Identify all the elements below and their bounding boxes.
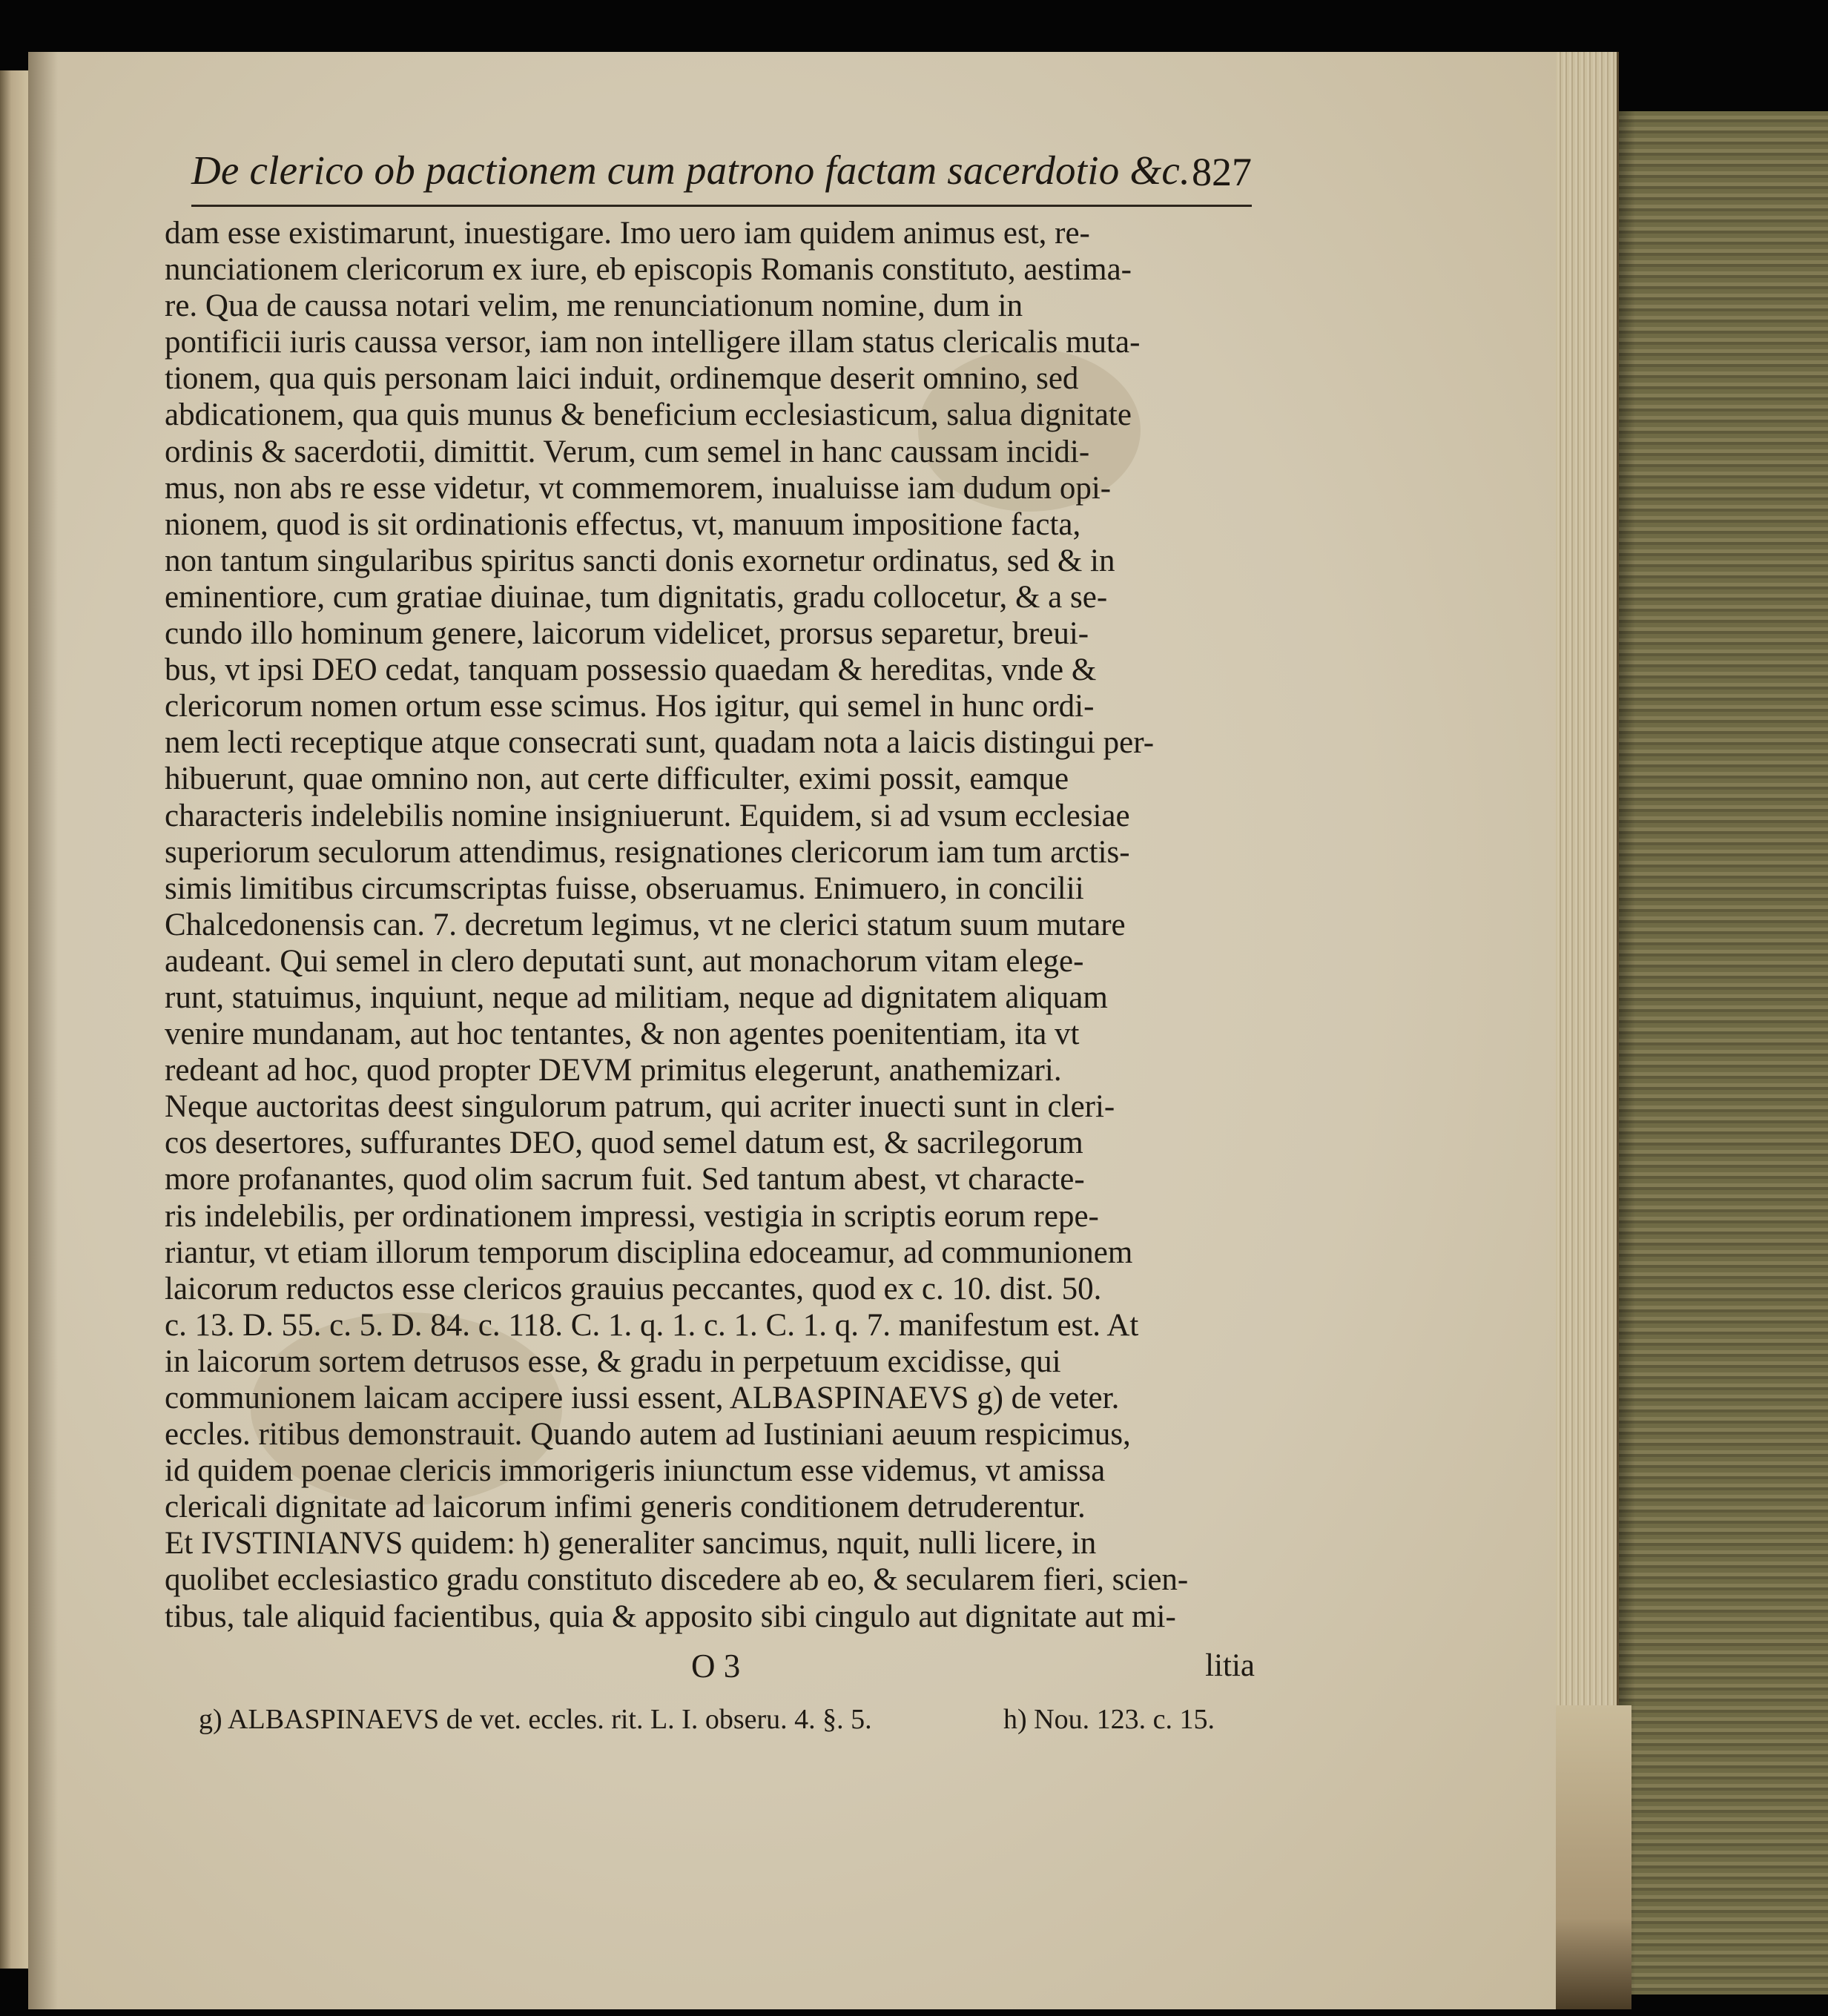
page-gutter-shadow: [28, 52, 58, 2009]
text-line: ordinis & sacerdotii, dimittit. Verum, cum semel in hanc caussam incidi-: [165, 434, 1090, 469]
text-line: simis limitibus circumscriptas fuisse, obseruamus. Enimuero, in concilii: [165, 870, 1084, 906]
text-line: superiorum seculorum attendimus, resignationes clericorum iam tum arctis-: [165, 834, 1130, 870]
text-line: cundo illo hominum genere, laicorum videlicet, prorsus separetur, breui-: [165, 616, 1089, 652]
page-header: [191, 145, 1252, 207]
text-line: dam esse existimarunt, inuestigare. Imo uero iam quidem animus est, re-: [165, 216, 1090, 251]
text-line: Chalcedonensis can. 7. decretum legimus, vt ne clerici statum suum mutare: [165, 907, 1126, 942]
text-line: quolibet ecclesiastico gradu constituto discedere ab eo, & secularem fieri, scien-: [165, 1562, 1189, 1598]
text-line: nionem, quod is sit ordinationis effectus, vt, manuum impositione facta,: [165, 506, 1081, 542]
running-head: De clerico ob pactionem cum patrono factam sacerdotio &c.: [191, 148, 1190, 193]
text-line: redeant ad hoc, quod propter DEVM primitus elegerunt, anathemizari.: [165, 1053, 1062, 1088]
text-line: eccles. ritibus demonstrauit. Quando autem ad Iustiniani aeuum respicimus,: [165, 1417, 1131, 1452]
text-line: mus, non abs re esse videtur, vt commemorem, inualuisse iam dudum opi-: [165, 470, 1112, 506]
text-line: venire mundanam, aut hoc tentantes, & non agentes poenitentiam, ita vt: [165, 1017, 1080, 1052]
text-line: communionem laicam accipere iussi essent, ALBASPINAEVS g) de veter.: [165, 1381, 1120, 1415]
text-line: nem lecti receptique atque consecrati sunt, quadam nota a laicis distingui per-: [165, 725, 1155, 761]
text-line: nunciationem clericorum ex iure, eb episcopis Romanis constituto, aestima-: [165, 252, 1132, 288]
text-line: c. 13. D. 55. c. 5. D. 84. c. 118. C. 1. q. 1. c. 1. C. 1. q. 7. manifestum est. At: [165, 1307, 1139, 1343]
page-foot: [165, 1647, 1255, 1685]
text-line: clericali dignitate ad laicorum infimi generis conditionem detruderentur.: [165, 1490, 1086, 1525]
previous-page-edge: [0, 70, 28, 1969]
catchword: litia: [1205, 1648, 1255, 1683]
footnote-g: g) ALBASPINAEVS de vet. eccles. rit. L. I. obseru. 4. §. 5.: [199, 1704, 872, 1735]
text-line: audeant. Qui semel in clero deputati sunt, aut monachorum vitam elege-: [165, 943, 1084, 979]
text-line: abdicationem, qua quis munus & beneficium ecclesiasticum, salua dignitate: [165, 397, 1132, 433]
text-line: runt, statuimus, inquiunt, neque ad militiam, neque ad dignitatem aliquam: [165, 979, 1108, 1015]
text-line: bus, vt ipsi DEO cedat, tanquam possessio quaedam & hereditas, vnde &: [165, 652, 1097, 688]
text-line: in laicorum sortem detrusos esse, & gradu in perpetuum excidisse, qui: [165, 1344, 1061, 1379]
text-line: hibuerunt, quae omnino non, aut certe difficulter, eximi possit, eamque: [165, 761, 1069, 797]
signature-mark: O 3: [691, 1647, 741, 1685]
text-line: pontificii iuris caussa versor, iam non intelligere illam status clericalis muta-: [165, 325, 1141, 360]
footnote-h: h) Nou. 123. c. 15.: [1003, 1704, 1215, 1735]
text-line: clericorum nomen ortum esse scimus. Hos igitur, qui semel in hunc ordi-: [165, 689, 1095, 724]
text-line: more profanantes, quod olim sacrum fuit. Sed tantum abest, vt characte-: [165, 1162, 1085, 1197]
text-line: characteris indelebilis nomine insigniuerunt. Equidem, si ad vsum ecclesiae: [165, 798, 1130, 833]
body-text: [165, 215, 1255, 1635]
text-line: tionem, qua quis personam laici induit, ordinemque deserit omnino, sed: [165, 361, 1079, 397]
text-line: ris indelebilis, per ordinationem impressi, vestigia in scriptis eorum repe-: [165, 1198, 1099, 1234]
page-number: 827: [1192, 150, 1252, 194]
text-line: tibus, tale aliquid facientibus, quia & apposito sibi cingulo aut dignitate aut mi-: [165, 1599, 1176, 1634]
text-line: laicorum reductos esse clericos grauius peccantes, quod ex c. 10. dist. 50.: [165, 1271, 1102, 1306]
footnotes: [199, 1701, 1252, 1738]
text-line: riantur, vt etiam illorum temporum disciplina edoceamur, ad communionem: [165, 1235, 1133, 1270]
text-line: re. Qua de caussa notari velim, me renunciationum nomine, dum in: [165, 288, 1023, 324]
text-line: Neque auctoritas deest singulorum patrum, qui acriter inuecti sunt in cleri-: [165, 1089, 1115, 1125]
text-line: eminentiore, cum gratiae diuinae, tum dignitatis, gradu collocetur, & a se-: [165, 579, 1108, 615]
text-line: id quidem poenae clericis immorigeris iniunctum esse videmus, vt amissa: [165, 1453, 1106, 1489]
text-line: Et IVSTINIANVS quidem: h) generaliter sancimus, nquit, nulli licere, in: [165, 1526, 1097, 1561]
text-line: cos desertores, suffurantes DEO, quod semel datum est, & sacrilegorum: [165, 1126, 1083, 1161]
text-line: non tantum singularibus spiritus sancti donis exornetur ordinatus, sed & in: [165, 543, 1115, 578]
book-cover: [1606, 111, 1828, 1994]
